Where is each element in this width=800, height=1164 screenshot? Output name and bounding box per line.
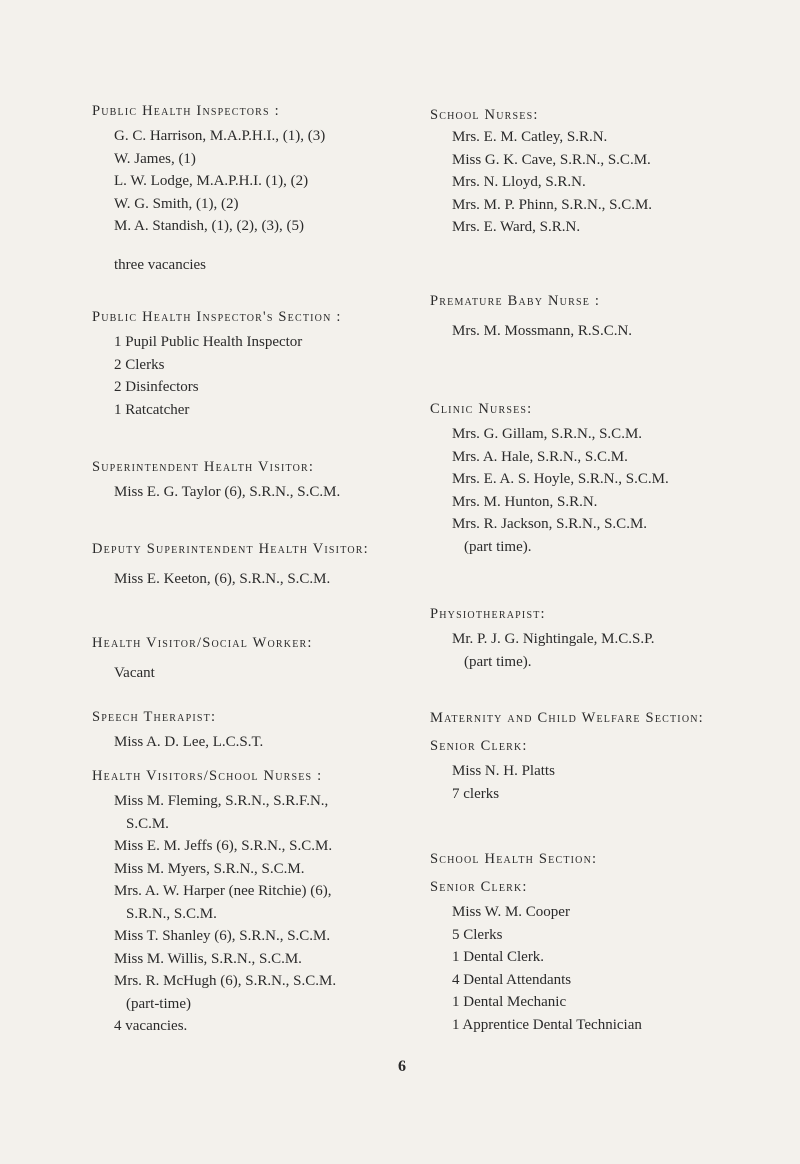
entry-line: 1 Dental Clerk. xyxy=(452,949,545,965)
entry-line: Mrs. M. Hunton, S.R.N. xyxy=(452,493,598,510)
entry-line: Mrs. E. A. S. Hoyle, S.R.N., S.C.M. xyxy=(452,471,669,487)
entry-line: Miss M. Willis, S.R.N., S.C.M. xyxy=(114,950,302,967)
section-inspectors-section xyxy=(92,306,342,421)
entry-line: 1 Pupil Public Health Inspector xyxy=(114,334,303,350)
entry-line: Miss E. G. Taylor (6), S.R.N., S.C.M. xyxy=(114,484,341,500)
entry-line: 1 Dental Mechanic xyxy=(452,994,567,1010)
section-heading: Physiotherapist: xyxy=(430,606,546,622)
entry-line: Mrs. R. Jackson, S.R.N., S.C.M. xyxy=(452,516,648,532)
entry-line: S.R.N., S.C.M. xyxy=(126,905,217,922)
entry-line: 2 Clerks xyxy=(114,356,165,373)
entry-line: S.C.M. xyxy=(126,815,169,832)
section-superintendent-health-visitor xyxy=(92,456,340,504)
entry-line: Miss A. D. Lee, L.C.S.T. xyxy=(114,734,264,750)
section-school-nurses xyxy=(430,104,652,239)
entry-line: 5 Clerks xyxy=(452,926,503,943)
section-heading: Premature Baby Nurse : xyxy=(430,293,601,309)
entry-line: Mrs. A. W. Harper (nee Ritchie) (6), xyxy=(114,883,332,899)
section-subheading: Senior Clerk: xyxy=(430,738,528,754)
section-premature-baby-nurse xyxy=(430,290,632,343)
section-speech-therapist xyxy=(92,706,263,754)
section-heading: Public Health Inspector's Section : xyxy=(92,309,342,325)
section-health-visitors-school-nurses xyxy=(92,765,336,1038)
section-heading: Maternity and Child Welfare Section: xyxy=(430,710,704,726)
entry-line: Miss E. Keeton, (6), S.R.N., S.C.M. xyxy=(114,571,331,587)
entry-line: Miss N. H. Platts xyxy=(452,763,555,779)
section-vacancies xyxy=(92,254,206,277)
section-heading: Deputy Superintendent Health Visitor: xyxy=(92,541,369,557)
section-heading: Health Visitor/Social Worker: xyxy=(92,635,313,651)
entry-line: G. C. Harrison, M.A.P.H.I., (1), (3) xyxy=(114,128,326,144)
entry-line: Miss M. Fleming, S.R.N., S.R.F.N., xyxy=(114,793,329,809)
entry-line: Mrs. G. Gillam, S.R.N., S.C.M. xyxy=(452,426,643,442)
entry-line: W. G. Smith, (1), (2) xyxy=(114,195,239,212)
entry-line: Mrs. E. Ward, S.R.N. xyxy=(452,219,581,235)
section-heading: Clinic Nurses: xyxy=(430,401,533,417)
entry-line: 1 Apprentice Dental Technician xyxy=(452,1016,642,1033)
entry-line: Mrs. M. P. Phinn, S.R.N., S.C.M. xyxy=(452,196,653,213)
entry-line: 4 vacancies. xyxy=(114,1018,188,1034)
entry-line: Mrs. E. M. Catley, S.R.N. xyxy=(452,129,608,145)
entry-line: Mrs. N. Lloyd, S.R.N. xyxy=(452,174,586,190)
entry-line: (part time). xyxy=(464,538,532,555)
entry-line: Mrs. M. Mossmann, R.S.C.N. xyxy=(452,323,633,339)
entry-line: W. James, (1) xyxy=(114,150,196,167)
section-school-health xyxy=(430,848,642,1036)
section-health-visitor-social-worker xyxy=(92,632,313,685)
entry-line: (part time). xyxy=(464,653,532,670)
section-physiotherapist xyxy=(430,603,655,673)
entry-line: Mrs. R. McHugh (6), S.R.N., S.C.M. xyxy=(114,973,337,989)
entry-line: 4 Dental Attendants xyxy=(452,971,572,988)
page-number: 6 xyxy=(398,1058,406,1075)
entry-line: Mrs. A. Hale, S.R.N., S.C.M. xyxy=(452,448,628,465)
entry-line: Mr. P. J. G. Nightingale, M.C.S.P. xyxy=(452,631,655,647)
entry-line: 7 clerks xyxy=(452,785,500,802)
entry-line: Miss G. K. Cave, S.R.N., S.C.M. xyxy=(452,151,651,168)
entry-line: Miss M. Myers, S.R.N., S.C.M. xyxy=(114,860,305,877)
section-heading: School Health Section: xyxy=(430,851,598,867)
section-maternity-child-welfare xyxy=(430,707,704,805)
section-heading: Speech Therapist: xyxy=(92,709,217,725)
section-deputy-superintendent xyxy=(92,538,392,591)
entry-line: 1 Ratcatcher xyxy=(114,401,190,418)
section-heading: Public Health Inspectors : xyxy=(92,103,280,119)
section-public-health-inspectors xyxy=(92,100,325,238)
entry-line: Miss W. M. Cooper xyxy=(452,904,570,920)
entry-line: Miss T. Shanley (6), S.R.N., S.C.M. xyxy=(114,928,331,944)
entry-line: three vacancies xyxy=(114,257,207,273)
entry-line: (part-time) xyxy=(126,995,191,1012)
section-heading: School Nurses: xyxy=(430,107,539,123)
section-heading: Superintendent Health Visitor: xyxy=(92,459,315,475)
section-heading: Health Visitors/School Nurses : xyxy=(92,768,323,784)
entry-line: Miss E. M. Jeffs (6), S.R.N., S.C.M. xyxy=(114,838,333,854)
section-subheading: Senior Clerk: xyxy=(430,879,528,895)
entry-line: L. W. Lodge, M.A.P.H.I. (1), (2) xyxy=(114,173,309,189)
section-clinic-nurses xyxy=(430,398,669,558)
entry-line: M. A. Standish, (1), (2), (3), (5) xyxy=(114,218,304,234)
entry-line: Vacant xyxy=(114,665,155,681)
entry-line: 2 Disinfectors xyxy=(114,379,199,395)
